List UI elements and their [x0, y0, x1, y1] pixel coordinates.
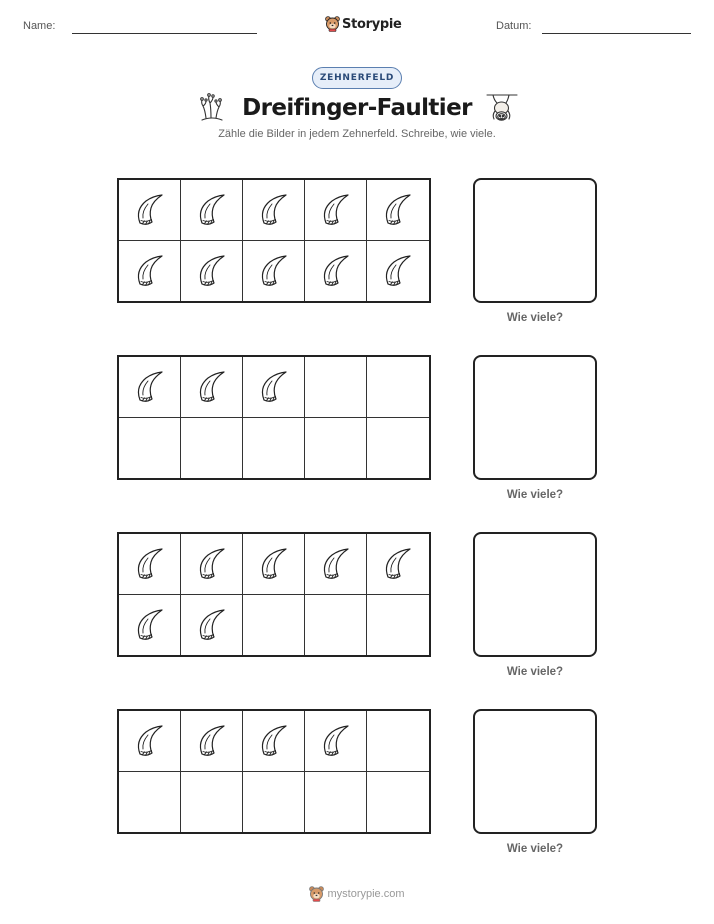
- claw-icon: [380, 546, 416, 584]
- name-line[interactable]: [72, 33, 257, 34]
- worksheet-header: [0, 14, 714, 40]
- ten-frame: [117, 355, 431, 480]
- ten-frame: [117, 178, 431, 303]
- ten-frame-cell: [181, 534, 243, 595]
- ten-frame-cell: [181, 241, 243, 302]
- footer-url: mystorypie.com: [327, 888, 405, 900]
- claw-icon: [318, 546, 354, 584]
- claw-icon: [318, 723, 354, 761]
- ten-frame-cell: [119, 711, 181, 772]
- ten-frame-cell: [181, 595, 243, 656]
- ten-frame-cell: [367, 241, 429, 302]
- ten-frame-cell: [119, 418, 181, 479]
- ten-frame-cell: [181, 357, 243, 418]
- instructions: Zähle die Bilder in jedem Zehnerfeld. Schreibe, wie viele.: [218, 128, 496, 140]
- answer-label: Wie viele?: [506, 489, 564, 501]
- claw-icon: [256, 369, 292, 407]
- ten-frame-cell: [119, 357, 181, 418]
- claw-icon: [256, 253, 292, 291]
- ten-frame-cell: [243, 772, 305, 833]
- ten-frame-cell: [367, 180, 429, 241]
- ten-frame-cell: [243, 180, 305, 241]
- claw-icon: [318, 192, 354, 230]
- name-label: Name:: [23, 20, 56, 32]
- claw-icon: [194, 723, 230, 761]
- ten-frame-cell: [119, 241, 181, 302]
- ten-frame-cell: [243, 595, 305, 656]
- claw-icon: [194, 607, 230, 645]
- footer: [0, 884, 714, 904]
- ten-frame-cell: [181, 180, 243, 241]
- hanging-sloth-icon: [486, 91, 518, 123]
- claw-icon: [380, 192, 416, 230]
- claw-icon: [194, 546, 230, 584]
- claw-icon: [256, 192, 292, 230]
- claw-icon: [132, 192, 168, 230]
- claw-icon: [256, 723, 292, 761]
- ten-frame-cell: [367, 772, 429, 833]
- ten-frame-cell: [119, 595, 181, 656]
- answer-label: Wie viele?: [506, 666, 564, 678]
- date-line[interactable]: [542, 33, 691, 34]
- answer-box[interactable]: [473, 709, 597, 834]
- claw-icon: [194, 253, 230, 291]
- claw-icon: [132, 546, 168, 584]
- ten-frame-cell: [305, 534, 367, 595]
- ten-frame-cell: [367, 595, 429, 656]
- ten-frame-cell: [243, 534, 305, 595]
- worksheet-type-badge: ZEHNERFELD: [312, 67, 402, 89]
- ten-frame-cell: [243, 241, 305, 302]
- ten-frame-cell: [243, 711, 305, 772]
- claw-icon: [194, 369, 230, 407]
- ten-frame-cell: [119, 180, 181, 241]
- ten-frame-cell: [243, 357, 305, 418]
- ten-frame-cell: [119, 772, 181, 833]
- ten-frame-cell: [367, 418, 429, 479]
- brand-name: Storypie: [342, 16, 402, 32]
- ten-frame-cell: [367, 534, 429, 595]
- claw-icon: [132, 723, 168, 761]
- claw-icon: [380, 253, 416, 291]
- claw-icon: [132, 607, 168, 645]
- answer-label: Wie viele?: [506, 312, 564, 324]
- claw-icon: [132, 253, 168, 291]
- ten-frame-cell: [305, 772, 367, 833]
- answer-box[interactable]: [473, 178, 597, 303]
- ten-frame-cell: [119, 534, 181, 595]
- brand-logo: [325, 14, 402, 34]
- answer-label: Wie viele?: [506, 843, 564, 855]
- ten-frame-cell: [305, 180, 367, 241]
- ten-frame: [117, 532, 431, 657]
- ten-frame: [117, 709, 431, 834]
- answer-box[interactable]: [473, 355, 597, 480]
- bear-icon: [325, 16, 340, 32]
- claw-icon: [256, 546, 292, 584]
- ten-frame-cell: [181, 772, 243, 833]
- ten-frame-cell: [181, 418, 243, 479]
- ten-frame-cell: [243, 418, 305, 479]
- title-row: [0, 91, 714, 125]
- ten-frame-cell: [181, 711, 243, 772]
- answer-box[interactable]: [473, 532, 597, 657]
- claw-icon: [194, 192, 230, 230]
- ten-frame-cell: [367, 357, 429, 418]
- ten-frame-cell: [367, 711, 429, 772]
- ten-frame-cell: [305, 711, 367, 772]
- ten-frame-cell: [305, 357, 367, 418]
- date-label: Datum:: [496, 20, 532, 32]
- bear-icon: [309, 886, 324, 902]
- ten-frame-cell: [305, 595, 367, 656]
- coral-icon: [198, 92, 226, 122]
- claw-icon: [132, 369, 168, 407]
- page-title: Dreifinger-Faultier: [242, 95, 472, 121]
- ten-frame-cell: [305, 418, 367, 479]
- claw-icon: [318, 253, 354, 291]
- ten-frame-cell: [305, 241, 367, 302]
